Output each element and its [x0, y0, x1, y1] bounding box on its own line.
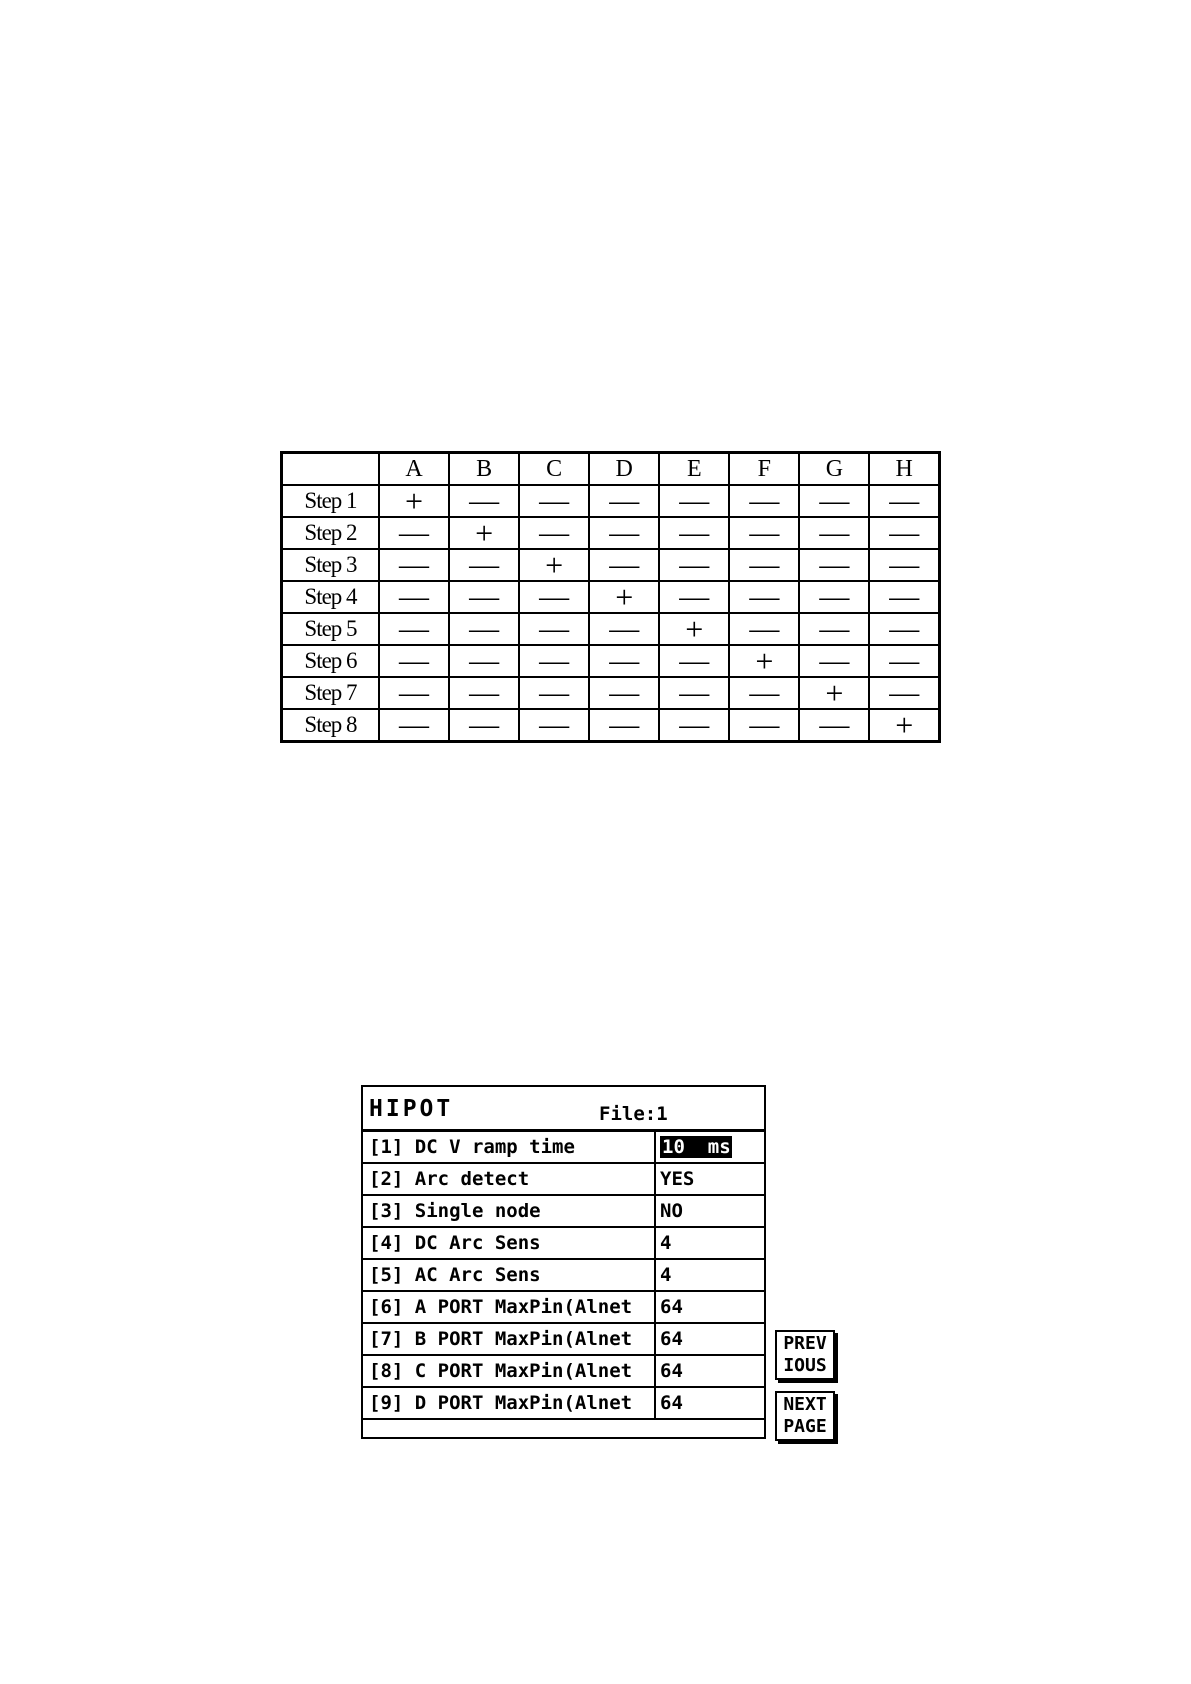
param-label: [4] DC Arc Sens [363, 1228, 656, 1258]
polarity-cell: — [729, 613, 799, 645]
param-row[interactable] [363, 1228, 764, 1260]
step-label: Step 5 [282, 613, 380, 645]
param-row[interactable] [363, 1292, 764, 1324]
column-header-e: E [659, 453, 729, 486]
polarity-cell: — [449, 581, 519, 613]
param-row[interactable] [363, 1164, 764, 1196]
param-value-text: YES [660, 1168, 695, 1190]
polarity-cell: — [729, 709, 799, 742]
polarity-cell: — [519, 709, 589, 742]
polarity-cell: — [589, 549, 659, 581]
param-label: [9] D PORT MaxPin(Alnet [363, 1388, 656, 1418]
polarity-cell: — [799, 581, 869, 613]
param-value-text: 64 [660, 1360, 683, 1382]
table-row [282, 517, 940, 549]
table-header-row [282, 453, 940, 486]
polarity-cell: — [659, 677, 729, 709]
table-row [282, 709, 940, 742]
param-value[interactable] [656, 1260, 671, 1290]
table-row [282, 549, 940, 581]
polarity-cell: — [589, 645, 659, 677]
polarity-cell: + [659, 613, 729, 645]
next-label-line-1: NEXT [783, 1394, 827, 1415]
param-value[interactable] [656, 1388, 683, 1418]
param-row[interactable] [363, 1388, 764, 1420]
hipot-settings-panel [361, 1085, 766, 1439]
param-value-text: 64 [660, 1296, 683, 1318]
param-value[interactable] [656, 1324, 683, 1354]
previous-label-line-2: IOUS [783, 1355, 827, 1376]
polarity-cell: — [869, 485, 939, 517]
polarity-cell: — [729, 517, 799, 549]
polarity-cell: + [519, 549, 589, 581]
polarity-cell: — [379, 549, 449, 581]
param-label: [7] B PORT MaxPin(Alnet [363, 1324, 656, 1354]
polarity-cell: + [589, 581, 659, 613]
polarity-cell: — [449, 613, 519, 645]
polarity-cell: — [659, 709, 729, 742]
polarity-cell: — [659, 581, 729, 613]
polarity-cell: — [729, 581, 799, 613]
step-label: Step 7 [282, 677, 380, 709]
column-header-d: D [589, 453, 659, 486]
table-corner-cell [282, 453, 380, 486]
polarity-cell: — [659, 645, 729, 677]
polarity-cell: — [449, 549, 519, 581]
polarity-cell: — [379, 677, 449, 709]
table-row [282, 677, 940, 709]
polarity-cell: + [379, 485, 449, 517]
file-indicator: File:1 [599, 1103, 668, 1125]
param-row[interactable] [363, 1132, 764, 1164]
polarity-cell: — [869, 581, 939, 613]
polarity-cell: — [799, 517, 869, 549]
param-value[interactable] [656, 1164, 694, 1194]
table-row [282, 485, 940, 517]
polarity-cell: — [869, 517, 939, 549]
previous-page-button[interactable] [775, 1330, 835, 1380]
param-label: [3] Single node [363, 1196, 656, 1226]
polarity-cell: — [799, 613, 869, 645]
polarity-cell: — [519, 517, 589, 549]
selected-param-value: 10 ms [662, 1136, 731, 1158]
step-label: Step 1 [282, 485, 380, 517]
polarity-cell: — [449, 645, 519, 677]
polarity-cell: — [729, 485, 799, 517]
polarity-cell: — [799, 645, 869, 677]
polarity-cell: — [519, 613, 589, 645]
param-value[interactable] [656, 1196, 683, 1226]
table-row [282, 645, 940, 677]
step-label: Step 6 [282, 645, 380, 677]
polarity-cell: — [869, 613, 939, 645]
polarity-cell: + [869, 709, 939, 742]
polarity-cell: — [519, 581, 589, 613]
param-value-text: NO [660, 1200, 683, 1222]
table-row [282, 613, 940, 645]
param-value[interactable] [656, 1356, 683, 1386]
step-label: Step 2 [282, 517, 380, 549]
param-value-text: 4 [660, 1232, 672, 1254]
polarity-cell: — [379, 645, 449, 677]
param-row[interactable] [363, 1324, 764, 1356]
polarity-cell: — [379, 709, 449, 742]
polarity-cell: — [799, 485, 869, 517]
param-value-text: 64 [660, 1328, 683, 1350]
polarity-cell: — [519, 645, 589, 677]
polarity-cell: — [659, 517, 729, 549]
next-page-button[interactable] [775, 1391, 835, 1441]
step-label: Step 4 [282, 581, 380, 613]
polarity-cell: — [519, 677, 589, 709]
polarity-cell: — [449, 485, 519, 517]
column-header-h: H [869, 453, 939, 486]
param-value[interactable] [656, 1228, 671, 1258]
polarity-cell: + [799, 677, 869, 709]
param-row[interactable] [363, 1356, 764, 1388]
param-value[interactable] [656, 1132, 732, 1162]
step-polarity-table [280, 451, 941, 743]
param-row[interactable] [363, 1196, 764, 1228]
param-value[interactable] [656, 1292, 683, 1322]
polarity-cell: — [589, 485, 659, 517]
table-row [282, 581, 940, 613]
panel-footer-row [363, 1420, 764, 1440]
column-header-b: B [449, 453, 519, 486]
param-label: [1] DC V ramp time [363, 1132, 656, 1162]
polarity-cell: — [449, 677, 519, 709]
param-label: [5] AC Arc Sens [363, 1260, 656, 1290]
param-label: [8] C PORT MaxPin(Alnet [363, 1356, 656, 1386]
polarity-cell: — [449, 709, 519, 742]
previous-label-line-1: PREV [783, 1333, 827, 1354]
polarity-cell: — [589, 613, 659, 645]
polarity-cell: — [799, 709, 869, 742]
param-value-text: 64 [660, 1392, 683, 1414]
param-value-text: 4 [660, 1264, 672, 1286]
step-label: Step 3 [282, 549, 380, 581]
polarity-cell: + [449, 517, 519, 549]
polarity-cell: — [729, 549, 799, 581]
column-header-c: C [519, 453, 589, 486]
polarity-cell: — [379, 613, 449, 645]
polarity-cell: — [659, 485, 729, 517]
polarity-cell: — [379, 581, 449, 613]
step-label: Step 8 [282, 709, 380, 742]
next-label-line-2: PAGE [783, 1416, 827, 1437]
param-row[interactable] [363, 1260, 764, 1292]
column-header-g: G [799, 453, 869, 486]
polarity-cell: — [589, 677, 659, 709]
polarity-cell: — [799, 549, 869, 581]
polarity-cell: — [869, 549, 939, 581]
polarity-cell: — [869, 645, 939, 677]
polarity-cell: — [519, 485, 589, 517]
polarity-cell: — [589, 517, 659, 549]
column-header-a: A [379, 453, 449, 486]
polarity-cell: + [729, 645, 799, 677]
param-label: [6] A PORT MaxPin(Alnet [363, 1292, 656, 1322]
panel-title: HIPOT [369, 1096, 454, 1122]
column-header-f: F [729, 453, 799, 486]
polarity-cell: — [729, 677, 799, 709]
param-label: [2] Arc detect [363, 1164, 656, 1194]
hipot-header [363, 1087, 764, 1132]
param-list [363, 1132, 764, 1420]
polarity-cell: — [589, 709, 659, 742]
polarity-cell: — [659, 549, 729, 581]
polarity-cell: — [869, 677, 939, 709]
polarity-cell: — [379, 517, 449, 549]
